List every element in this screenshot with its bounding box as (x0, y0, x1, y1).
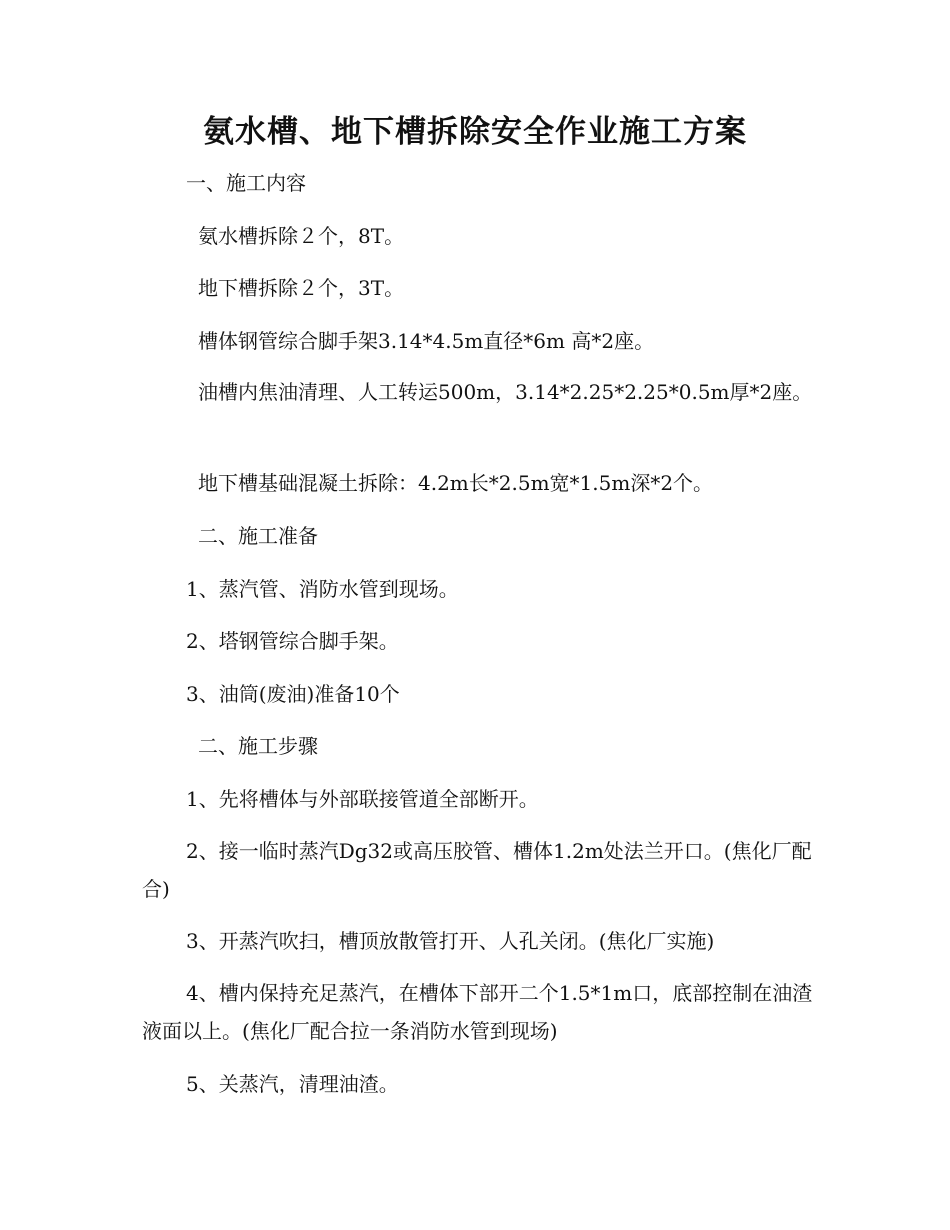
document-title: 氨水槽、地下槽拆除安全作业施工方案 (203, 114, 747, 150)
section-heading-steps: 二、施工步骤 (198, 734, 318, 758)
step-item-3: 3、开蒸汽吹扫，槽顶放散管打开、人孔关闭。(焦化厂实施) (186, 929, 715, 953)
section-heading-preparation: 二、施工准备 (198, 524, 318, 548)
prep-item-1: 1、蒸汽管、消防水管到现场。 (186, 577, 459, 601)
content-item-1: 氨水槽拆除２个，8T。 (198, 224, 405, 248)
prep-item-2: 2、塔钢管综合脚手架。 (186, 629, 399, 653)
step-item-4: 4、槽内保持充足蒸汽，在槽体下部开二个1.5*1m口，底部控制在油渣液面以上。(焦化厂配合拉一条消防水管到现场) (142, 981, 813, 1043)
content-item-5: 地下槽基础混凝土拆除：4.2m长*2.5m宽*1.5m深*2个。 (198, 471, 714, 495)
content-item-3: 槽体钢管综合脚手架3.14*4.5m直径*6m 高*2座。 (198, 329, 655, 353)
content-item-2: 地下槽拆除２个，3T。 (198, 276, 405, 300)
step-item-1: 1、先将槽体与外部联接管道全部断开。 (186, 787, 539, 811)
step-item-2: 2、接一临时蒸汽Dg32或高压胶管、槽体1.2m处法兰开口。(焦化厂配合) (142, 839, 812, 901)
prep-item-3: 3、油筒(废油)准备10个 (186, 682, 400, 706)
section-heading-content: 一、施工内容 (186, 171, 306, 195)
content-item-4: 油槽内焦油清理、人工转运500m，3.14*2.25*2.25*0.5m厚*2座。 (198, 380, 813, 404)
step-item-5: 5、关蒸汽，清理油渣。 (186, 1072, 399, 1096)
